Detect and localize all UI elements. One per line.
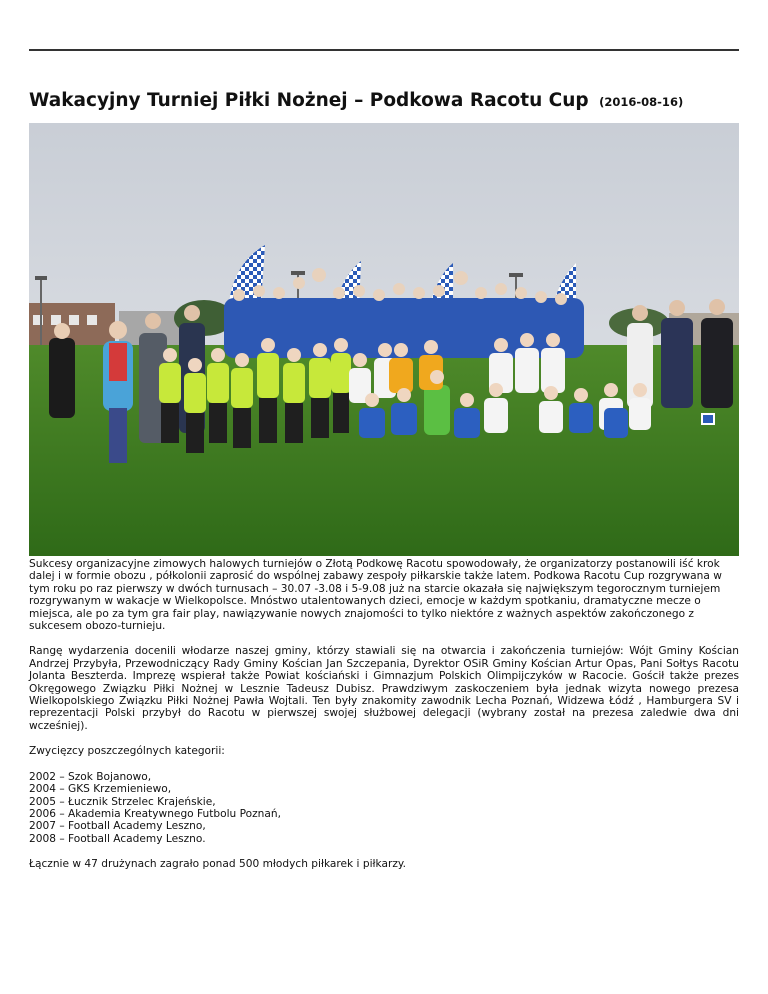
article-body [29, 558, 739, 884]
winners-intro: Zwycięzcy poszczególnych kategorii: [29, 745, 225, 758]
winners-list [29, 771, 739, 845]
list-item: 2002 – Szok Bojanowo, [29, 770, 152, 783]
paragraph-intro: Sukcesy organizacyjne zimowych halowych turniejów o Złotą Podkowę Racotu spowodowały, że organizatorzy postanowili iść krok dalej i w formie obozu , półkolonii zaprosić do wspólnej zabawy zespoły piłkarskie także latem. Podkowa Racotu Cup rozgrywana w tym roku po raz pierwszy w dwóch turnusach – 30.07 -3.08 i 5-9.08 już na starcie okazała się największym tegorocznym turniejem rozgrywanym w wakacje w Wielkopolsce. Mnóstwo utalentowanych dzieci, emocje w każdym spotkaniu, dramatyczne mecze o miejsca, ale po za tym gra fair play, nawiązywanie nowych znajomości to tylko niektóre z ważnych aspektów zakończonego z sukcesem obozo-turnieju. [29, 558, 722, 633]
list-item: 2008 – Football Academy Leszno. [29, 832, 206, 845]
list-item: 2006 – Akademia Kreatywnego Futbolu Poznań, [29, 807, 281, 820]
article-title [29, 90, 683, 111]
team-photo [29, 123, 739, 556]
article-date: (2016-08-16) [599, 95, 684, 109]
closing-paragraph: Łącznie w 47 drużynach zagrało ponad 500 młodych piłkarek i piłkarzy. [29, 858, 407, 871]
list-item: 2007 – Football Academy Leszno, [29, 820, 206, 833]
list-item: 2005 – Łucznik Strzelec Krajeńskie, [29, 795, 216, 808]
article-title-text: Wakacyjny Turniej Piłki Nożnej – Podkowa Racotu Cup [29, 90, 589, 111]
list-item: 2004 – GKS Krzemieniewo, [29, 783, 172, 796]
top-divider [29, 49, 739, 51]
paragraph-guests: Rangę wydarzenia docenili włodarze naszej gminy, którzy stawiali się na otwarcia i zakończenia turniejów: Wójt Gminy Kościan Andrzej Przybyła, Przewodniczący Rady Gminy Kościan Jan Szczepania, Dyrektor OSiR Gminy Kościan Artur Opas, Pani Sołtys Racotu Jolanta Beszterda. Imprezę wspierał także Powiat kościański i Gimnazjum Polskich Olimpijczyków w Racocie. Gościł także prezes Okręgowego Związku Piłki Nożnej w Lesznie Tadeusz Dubisz. Prawdziwym zaskoczeniem była jednak wizyta nowego prezesa Wielkopolskiego Związku Piłki Nożnej Pawła Wojtali. Ten były znakomity zawodnik Lecha Poznań, Widzewa Łódź , Hamburgera SV i reprezentacji Polski przybył do Racotu w pierwszej swojej służbowej delegacji (wybrany został na prezesa zaledwie dwa dni wcześniej). [29, 645, 739, 732]
